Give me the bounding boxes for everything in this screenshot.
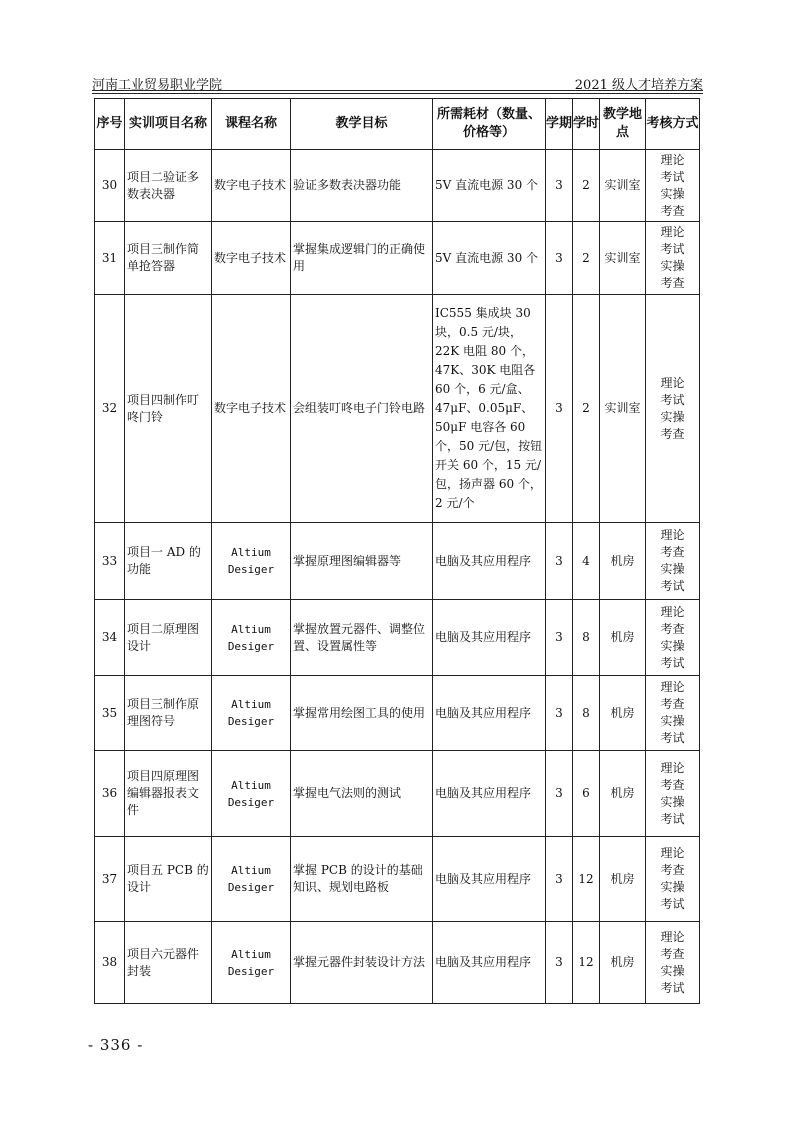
cell-assess: 理论 考查 实操 考试 xyxy=(646,600,700,676)
cell-place: 实训室 xyxy=(600,295,646,523)
cell-project: 项目二验证多数表决器 xyxy=(125,150,212,222)
cell-course: 数字电子技术 xyxy=(212,150,291,222)
page-header xyxy=(92,72,703,92)
cell-project: 项目四制作叮咚门铃 xyxy=(125,295,212,523)
cell-hours: 4 xyxy=(573,523,600,600)
cell-materials: 电脑及其应用程序 xyxy=(433,837,546,922)
table-row xyxy=(95,837,700,922)
cell-no: 33 xyxy=(95,523,125,600)
cell-assess: 理论 考查 实操 考试 xyxy=(646,837,700,922)
cell-project: 项目一 AD 的功能 xyxy=(125,523,212,600)
cell-hours: 12 xyxy=(573,837,600,922)
cell-hours: 8 xyxy=(573,600,600,676)
cell-place: 机房 xyxy=(600,837,646,922)
cell-place: 实训室 xyxy=(600,222,646,295)
cell-term: 3 xyxy=(546,222,573,295)
col-header: 考核方式 xyxy=(646,99,700,150)
cell-course: Altium Desiger xyxy=(212,751,291,837)
col-header: 实训项目名称 xyxy=(125,99,212,150)
header-rule-thin xyxy=(92,93,703,94)
cell-hours: 6 xyxy=(573,751,600,837)
cell-no: 37 xyxy=(95,837,125,922)
cell-term: 3 xyxy=(546,676,573,751)
cell-place: 机房 xyxy=(600,600,646,676)
table-row xyxy=(95,922,700,1004)
cell-materials: 电脑及其应用程序 xyxy=(433,922,546,1004)
table-row xyxy=(95,222,700,295)
table-row xyxy=(95,600,700,676)
cell-hours: 12 xyxy=(573,922,600,1004)
cell-goal: 掌握放置元器件、调整位置、设置属性等 xyxy=(291,600,433,676)
cell-no: 31 xyxy=(95,222,125,295)
cell-materials: IC555 集成块 30 块，0.5 元/块，22K 电阻 80 个，47K、30K 电阻各 60 个，6 元/盒、47μF、0.05μF、50μF 电容各 60 个，50 元/包，按钮开关 60 个，15 元/包，扬声器 60 个，2 元/个 xyxy=(433,295,546,523)
cell-project: 项目三制作原理图符号 xyxy=(125,676,212,751)
cell-project: 项目三制作简单抢答器 xyxy=(125,222,212,295)
col-header: 所需耗材（数量、价格等） xyxy=(433,99,546,150)
cell-term: 3 xyxy=(546,295,573,523)
cell-term: 3 xyxy=(546,523,573,600)
cell-project: 项目五 PCB 的设计 xyxy=(125,837,212,922)
table-row xyxy=(95,150,700,222)
cell-term: 3 xyxy=(546,600,573,676)
cell-term: 3 xyxy=(546,837,573,922)
cell-course: Altium Desiger xyxy=(212,676,291,751)
cell-course: 数字电子技术 xyxy=(212,222,291,295)
cell-goal: 验证多数表决器功能 xyxy=(291,150,433,222)
cell-no: 36 xyxy=(95,751,125,837)
col-header: 教学地点 xyxy=(600,99,646,150)
cell-assess: 理论 考查 实操 考试 xyxy=(646,676,700,751)
cell-goal: 会组装叮咚电子门铃电路 xyxy=(291,295,433,523)
cell-no: 35 xyxy=(95,676,125,751)
cell-materials: 5V 直流电源 30 个 xyxy=(433,150,546,222)
table-row xyxy=(95,751,700,837)
cell-course: Altium Desiger xyxy=(212,600,291,676)
cell-project: 项目六元器件封装 xyxy=(125,922,212,1004)
cell-assess: 理论 考试 实操 考查 xyxy=(646,222,700,295)
cell-goal: 掌握原理图编辑器等 xyxy=(291,523,433,600)
cell-course: Altium Desiger xyxy=(212,922,291,1004)
cell-place: 机房 xyxy=(600,751,646,837)
cell-assess: 理论 考查 实操 考试 xyxy=(646,751,700,837)
training-table xyxy=(94,98,700,1004)
header-rule-thick xyxy=(92,90,703,91)
cell-no: 38 xyxy=(95,922,125,1004)
cell-place: 实训室 xyxy=(600,150,646,222)
cell-materials: 电脑及其应用程序 xyxy=(433,600,546,676)
table-row xyxy=(95,295,700,523)
cell-place: 机房 xyxy=(600,922,646,1004)
cell-term: 3 xyxy=(546,751,573,837)
cell-goal: 掌握电气法则的测试 xyxy=(291,751,433,837)
col-header: 学时 xyxy=(573,99,600,150)
cell-no: 30 xyxy=(95,150,125,222)
cell-materials: 电脑及其应用程序 xyxy=(433,676,546,751)
col-header: 学期 xyxy=(546,99,573,150)
cell-course: Altium Desiger xyxy=(212,837,291,922)
cell-no: 32 xyxy=(95,295,125,523)
cell-materials: 电脑及其应用程序 xyxy=(433,751,546,837)
cell-hours: 8 xyxy=(573,676,600,751)
cell-hours: 2 xyxy=(573,222,600,295)
cell-project: 项目二原理图设计 xyxy=(125,600,212,676)
cell-goal: 掌握元器件封装设计方法 xyxy=(291,922,433,1004)
cell-course: 数字电子技术 xyxy=(212,295,291,523)
cell-term: 3 xyxy=(546,922,573,1004)
cell-goal: 掌握 PCB 的设计的基础知识、规划电路板 xyxy=(291,837,433,922)
table-header-row xyxy=(95,99,700,150)
cell-no: 34 xyxy=(95,600,125,676)
table-row xyxy=(95,523,700,600)
cell-assess: 理论 考试 实操 考查 xyxy=(646,295,700,523)
cell-project: 项目四原理图编辑器报表文件 xyxy=(125,751,212,837)
cell-term: 3 xyxy=(546,150,573,222)
cell-assess: 理论 考查 实操 考试 xyxy=(646,922,700,1004)
col-header: 课程名称 xyxy=(212,99,291,150)
col-header: 教学目标 xyxy=(291,99,433,150)
col-header: 序号 xyxy=(95,99,125,150)
cell-assess: 理论 考试 实操 考查 xyxy=(646,150,700,222)
cell-materials: 5V 直流电源 30 个 xyxy=(433,222,546,295)
cell-goal: 掌握常用绘图工具的使用 xyxy=(291,676,433,751)
cell-course: Altium Desiger xyxy=(212,523,291,600)
school-name: 河南工业贸易职业学院 xyxy=(92,78,223,93)
cell-place: 机房 xyxy=(600,523,646,600)
cell-assess: 理论 考查 实操 考试 xyxy=(646,523,700,600)
cell-hours: 2 xyxy=(573,150,600,222)
cell-place: 机房 xyxy=(600,676,646,751)
page-number: - 336 - xyxy=(88,1036,144,1054)
cell-hours: 2 xyxy=(573,295,600,523)
table-row xyxy=(95,676,700,751)
cell-goal: 掌握集成逻辑门的正确使用 xyxy=(291,222,433,295)
cell-materials: 电脑及其应用程序 xyxy=(433,523,546,600)
plan-title: 2021 级人才培养方案 xyxy=(574,78,703,93)
